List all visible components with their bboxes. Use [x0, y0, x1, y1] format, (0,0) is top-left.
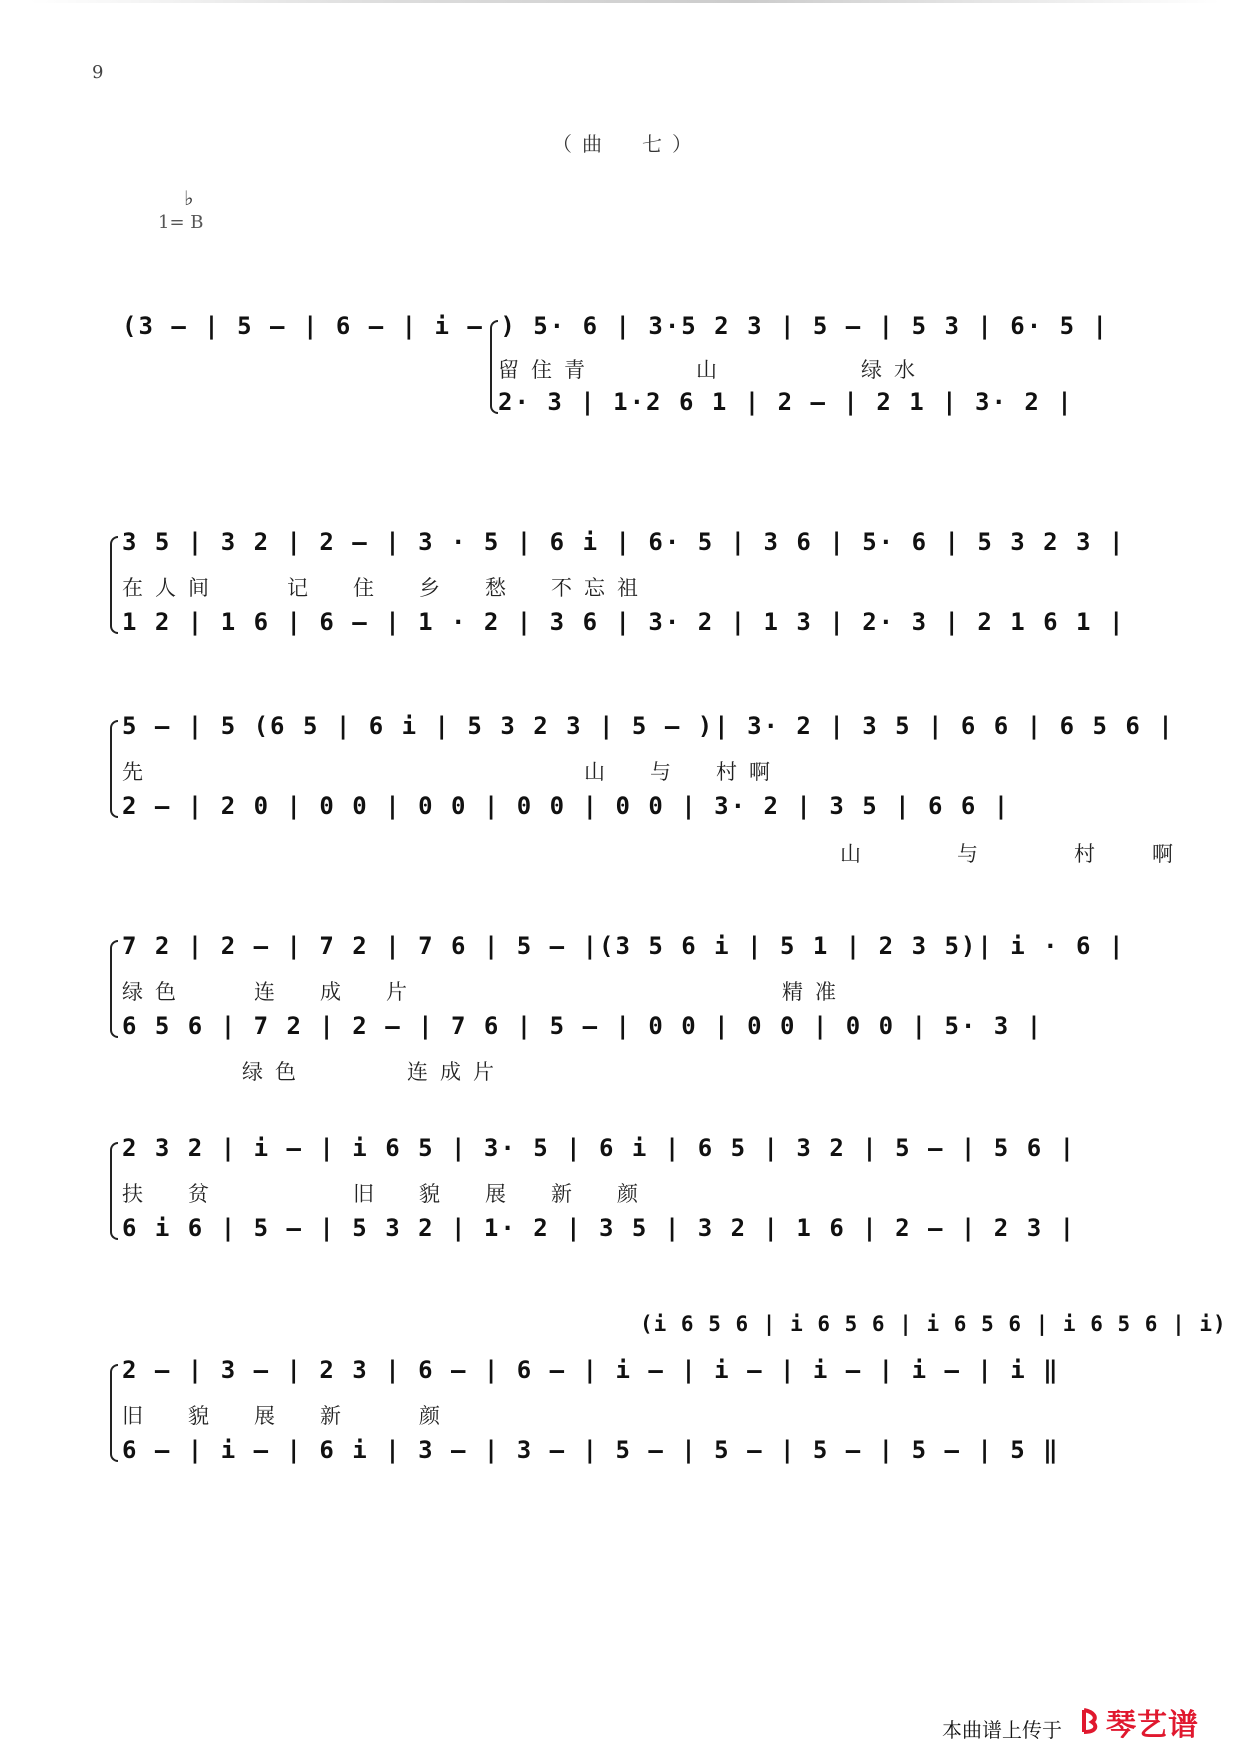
system-brace	[110, 940, 118, 1038]
score-system-3	[118, 712, 1191, 866]
system-brace	[110, 536, 118, 634]
lyric-line: 扶 贫 旧 貌 展 新 颜	[122, 1182, 650, 1206]
lower-lyric-line: 山 与 村 啊	[840, 842, 1191, 866]
lyric-line: 绿色 连 成 片 精准	[122, 980, 848, 1004]
top-edge-rule	[30, 0, 1220, 3]
score-system-1	[118, 312, 1170, 422]
lyric-line: 留住青 山 绿水	[498, 358, 927, 382]
key-signature: 1= B	[158, 212, 204, 233]
lyric-line: 在人间 记 住 乡 愁 不忘祖	[122, 576, 650, 600]
footer-logo[interactable]: 琴艺谱	[1106, 1708, 1199, 1743]
system-brace	[110, 1142, 118, 1240]
system-brace	[110, 720, 118, 818]
logo-mark-icon	[1080, 1706, 1102, 1736]
lower-voice-line: 6 5 6 | 7 2 | 2 – | 7 6 | 5 – | 0 0 | 0 0 | 0 0 | 5· 3 |	[122, 1012, 1044, 1040]
lyric-line: 先 山 与 村啊	[122, 760, 782, 784]
lower-voice-line: 6 i 6 | 5 – | 5 3 2 | 1· 2 | 3 5 | 3 2 | 1 6 | 2 – | 2 3 |	[122, 1214, 1077, 1242]
upper-voice-line: 2 – | 3 – | 2 3 | 6 – | 6 – | i – | i – | i – | i – | i ‖	[122, 1356, 1060, 1384]
score-system-5	[118, 1134, 1170, 1244]
piece-title: （曲 七）	[552, 132, 702, 156]
score-system-2	[118, 528, 1170, 638]
lyric-line: 旧 貌 展 新 颜	[122, 1404, 452, 1428]
upper-voice-line: (3 – | 5 – | 6 – | i – ) 5· 6 | 3·5 2 3 | 5 – | 5 3 | 6· 5 |	[122, 312, 1109, 340]
upper-voice-line: 5 – | 5 (6 5 | 6 i | 5 3 2 3 | 5 – )| 3· 2 | 3 5 | 6 6 | 6 5 6 |	[122, 712, 1175, 740]
key-flat-symbol: ♭	[184, 186, 194, 210]
lower-voice-line: 1 2 | 1 6 | 6 – | 1 · 2 | 3 6 | 3· 2 | 1 3 | 2· 3 | 2 1 6 1 |	[122, 608, 1126, 636]
lower-voice-line: 2· 3 | 1·2 6 1 | 2 – | 2 1 | 3· 2 |	[498, 388, 1074, 416]
upper-voice-line: 7 2 | 2 – | 7 2 | 7 6 | 5 – |(3 5 6 i | 5 1 | 2 3 5)| i · 6 |	[122, 932, 1126, 960]
upper-voice-line: 3 5 | 3 2 | 2 – | 3 · 5 | 6 i | 6· 5 | 3 6 | 5· 6 | 5 3 2 3 |	[122, 528, 1126, 556]
page-number: 9	[92, 62, 104, 83]
lower-voice-line: 6 – | i – | 6 i | 3 – | 3 – | 5 – | 5 – | 5 – | 5 – | 5 ‖	[122, 1436, 1060, 1464]
lower-lyric-line: 绿色 连成片	[242, 1060, 506, 1084]
lower-voice-line: 2 – | 2 0 | 0 0 | 0 0 | 0 0 | 0 0 | 3· 2 | 3 5 | 6 6 |	[122, 792, 1011, 820]
footer-upload-note: 本曲谱上传于	[942, 1718, 1062, 1742]
interlude-line: (i 6 5 6 | i 6 5 6 | i 6 5 6 | i 6 5 6 | i)	[640, 1312, 1227, 1336]
score-system-4	[118, 932, 1170, 1082]
system-brace	[110, 1364, 118, 1462]
score-system-6	[118, 1356, 1170, 1466]
upper-voice-line: 2 3 2 | i – | i 6 5 | 3· 5 | 6 i | 6 5 | 3 2 | 5 – | 5 6 |	[122, 1134, 1077, 1162]
